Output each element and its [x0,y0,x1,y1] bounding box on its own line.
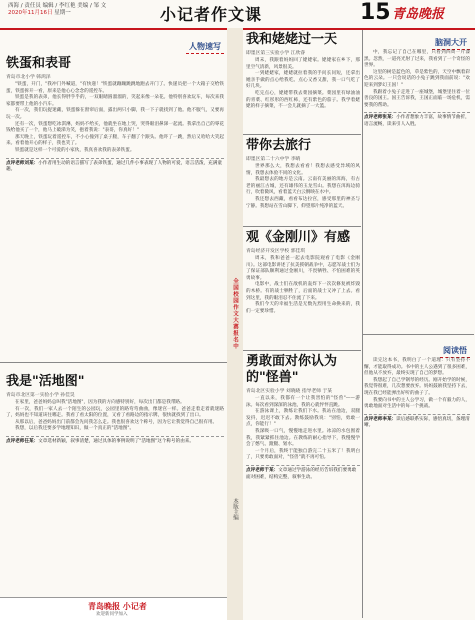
ad-banner[interactable] [0,597,227,620]
article-paragraph: 读完这本书，我明白了一个道理：只有坚持不懈，才能取得成功。书中的主人公遇到了很多困难，但他从不放弃，最终实现了自己的梦想。 [364,358,470,377]
article-paragraph: 我想，以后我还要多学地理知识，做一个真正的"活地图"。 [15,426,135,432]
article-movie [246,228,360,348]
article-byline: 青岛市北区第一实验小学 孙佳昊 [6,393,75,398]
article-paragraph: 电影中，战士们在敌机的轰炸下一次次修复被炸毁的木桥。有的战士牺牲了，后面的战士又冲了上去。看到这里，我的眼泪忍不住流了下来。 [246,282,360,301]
article-paragraph: 这里的树是蓝色的，草是紫色的，天空中飘着彩色的云朵。一只会说话的小兔子跳到我面前说："欢迎来到梦幻王国！" [364,69,470,88]
article-paragraph: 在家里，爸爸妈妈总叫我"活地图"，因为我的方向感特别好，每次出门都是我带路。 [15,400,185,405]
article-paragraph: "铁蛋，开门，"我冲门外喊道，"有快递！"铁蛋就蹦蹦跳跳地跑去开门了。快递员把一个大箱子交给铁蛋，铁蛋拆开一看，原来是他心心念念的遥控车。 [6,82,224,94]
article-paragraph: 世界那么大，我想去看看！我想去感受异域的风情，我想去体验不同的文化。 [246,164,360,176]
article-paragraph: 有一次，我们玩捉迷藏，铁蛋躲在窗帘后面，露出两只小脚，我一下子就找到了他。他不服气，又要再玩一次。 [6,108,224,120]
article-paragraph: 我最想去的地方是云南。云南有美丽的洱海，有古老的丽江古城，还有雄伟的玉龙雪山。我想在洱海边骑行，吹着微风，看着蓝天白云倒映在水中。 [246,177,360,196]
comment-label: 点评老师于某： [246,467,279,473]
ad-logo: 青岛晚报 小记者 [88,601,147,611]
comment-label: 点评老师刘某： [6,160,39,166]
header-editors: 西海 / 责任员 编辑 / 李红艳 美编 / 邹 文 [8,3,107,9]
article-paragraph: 吃完点心，姥姥带我去菜园摘菜。菜园里有绿油油的青菜、红彤彤的西红柿，还有紫色的茄子。我学着姥姥的样子摘菜，不一会儿就摘了一大篮。 [246,90,360,110]
article-reading [364,338,470,614]
article-paragraph: 那天晚上，铁蛋玩着遥控车，不小心撞到了桌子腿，车子翻了个跟头。他吓了一跳，然后又哈哈大笑起来。看着他开心的样子，我也笑了。 [6,134,224,147]
vertical-sidebar [227,28,243,620]
article-paragraph: 中，我忘记了自己在哪里，只看到四周一片漆黑。忽然，一道亮光射了过来，我看到了一个奇怪的世界。 [364,50,470,69]
article-paragraph: 我们今天的幸福生活是无数先烈用生命换来的，我们一定要珍惜。 [246,302,360,314]
comment-text: 小作者想象力丰富，故事情节曲折，语言流畅，读来引人入胜。 [364,115,470,127]
column-divider [362,30,363,618]
comment-label: 点评老师李某： [364,416,397,422]
article-paragraph: 从那以后，爸爸妈妈出门前都会先问我怎么走。我也很喜欢这个称号，因为它让我觉得自己很有用。 [15,419,218,425]
article-title: 勇敢面对你认为的"怪兽" [246,354,338,385]
teacher-comment [6,436,224,446]
article-title: 我和姥姥过一天 [246,32,338,47]
teacher-comment [364,414,470,430]
article-title: 我是"活地图" [6,374,85,389]
comment-text: 文章通过学游泳的经历告诉我们要勇敢面对困难，结构完整，叙事生动。 [246,467,357,480]
article-living-map [6,372,224,592]
article-paragraph: 在游泳课上，教练让我们下水。我站在池边，双腿发抖，迟迟不敢下去。教练鼓励我说："别怕，勇敢一点，你能行！" [246,409,360,428]
article-travel [246,136,360,226]
section-divider [243,226,361,227]
article-byline: 即墨区第三实验小学 江欣睿 [246,51,306,56]
comment-text: 小作者用生动的语言描写了表弟铁蛋，通过几件小事表现了人物的可爱，语言活泼，充满童趣。 [6,160,222,173]
article-paragraph: 周末，我和爸爸一起去电影院观看了电影《金刚川》。这部电影讲述了抗美援朝战争中，志愿军战士们为了保证部队顺利通过金刚川，不畏牺牲、不怕困难的英勇故事。 [246,256,360,281]
ad-subtitle: 欢迎新同学加入 [96,612,128,617]
header-meta [8,3,106,17]
teacher-comment [6,158,224,174]
newspaper-logo: 青岛晚报 [392,7,445,22]
article-monster [246,352,360,614]
section-tag-imagination: 脑洞大开 [432,36,470,50]
article-paragraph: 我想起了自己学钢琴的经历。刚开始学的时候，我觉得很难，几次想要放弃。妈妈鼓励我坚持下去，现在我已经能弹出好听的曲子了。 [364,377,470,396]
sidebar-vertical-text-2: 本版主编 [232,498,238,520]
article-tiedan [6,34,224,352]
article-byline: 即墨区第二十六中学 李晴 [246,157,301,162]
comment-text: 文章选材新颖，叙事清楚，通过具体的事例说明了"活地图"这个称号的由来。 [38,438,194,444]
article-paragraph: 还有一次，铁蛋想吃冰淇淋，妈妈不给买，他就坐在地上哭，哭得眼泪鼻涕一起流。我拿出自己的零花钱给他买了一个，他马上破涕为笑，抱着我说："表哥，你真好！" [6,121,224,134]
article-paragraph: 我跟着小兔子走进了一座城堡，城堡里住着一位善良的国王。国王告诉我，王国正面临一场危机，需要我的帮助。 [364,89,470,108]
section-tag-portrait: 人物速写 [186,40,224,54]
article-title: 带你去旅行 [246,138,312,153]
comment-label: 点评老师张某： [364,115,397,121]
article-paragraph: 一直以来，我都有一个让我害怕的"怪兽"——游泳。每次看到深深的泳池，我的心就怦怦直跳。 [246,396,360,408]
article-grandma [246,30,360,134]
article-title: 观《金刚川》有感 [246,230,351,245]
sidebar-vertical-text: 全国校园作文大赛报名中 [232,278,238,350]
article-paragraph: 一个月后，我终于能独自游完二十五米了！我明白了，只要勇敢面对，"怪兽"就不再可怕。 [246,448,360,461]
article-paragraph: 一到姥姥家，姥姥就拉着我的手问长问短，还拿出她亲手做的点心给我吃。点心又香又甜，我一口气吃了好几块。 [246,71,360,90]
article-paragraph: 周末，我跟着妈妈回了姥姥家。姥姥家在乡下，那里空气清新，风景很美。 [246,58,360,70]
article-paragraph: 铁蛋是我的表弟，他长得胖乎乎的，一双眼睛圆溜溜的，笑起来像一朵花。他特别喜欢玩车，每次来我家都要带上他的小汽车。 [6,95,224,107]
page-header [0,0,475,30]
teacher-comment [364,112,470,128]
section-divider [362,334,474,335]
page-title: 小记者作文课 [160,5,263,24]
header-date: 2020年11月16日 [8,10,53,16]
page-number: 15 [360,0,391,25]
comment-label: 点评老师任某： [6,438,39,444]
comment-text: 读后感联系实际，感悟真切，条理清晰。 [364,416,470,429]
article-paragraph: 我要向书中的主人公学习，做一个有毅力的人，勇敢地面对生活中的每一个挑战。 [364,397,470,410]
header-weekday: 星期一 [54,10,71,16]
teacher-comment [246,465,360,481]
article-paragraph: 我还想去西藏，看看布达拉宫，感受那里的神圣与宁静。我想站在雪山脚下，仰望那片纯净的蓝天。 [246,196,360,209]
section-divider [243,350,361,351]
article-paragraph: 有一次，我们一家人去一个陌生的公园玩，公园里的路弯弯曲曲，像迷宫一样。爸爸走着走着就迷路了，妈妈也不知道该往哪走。我看了看太阳的位置，又看了看路边的指示牌，很快就找到了出口。 [6,406,224,419]
article-paragraph: 铁蛋就是这样一个可爱的小家伙，我真喜欢我的表弟铁蛋。 [15,147,135,153]
article-paragraph: 我深吸一口气，慢慢地走进水里。冰凉的水包围着我，我紧紧抓住池边。在教练的耐心指导下，我慢慢学会了憋气、蹬腿、划水。 [246,428,360,448]
section-divider [0,362,227,363]
article-title: 铁蛋和表哥 [6,56,72,71]
article-byline: 青岛市北小学 韩鸿泽 [6,75,51,80]
section-divider [243,134,361,135]
article-byline: 青岛北区实验小学 刘晓晓 指导老师 于某 [246,389,333,394]
article-byline: 青岛经济开发区学校 郭佳琪 [246,249,306,254]
section-tag-reading: 阅读悟 [440,344,470,358]
article-brainstorm [364,30,470,330]
